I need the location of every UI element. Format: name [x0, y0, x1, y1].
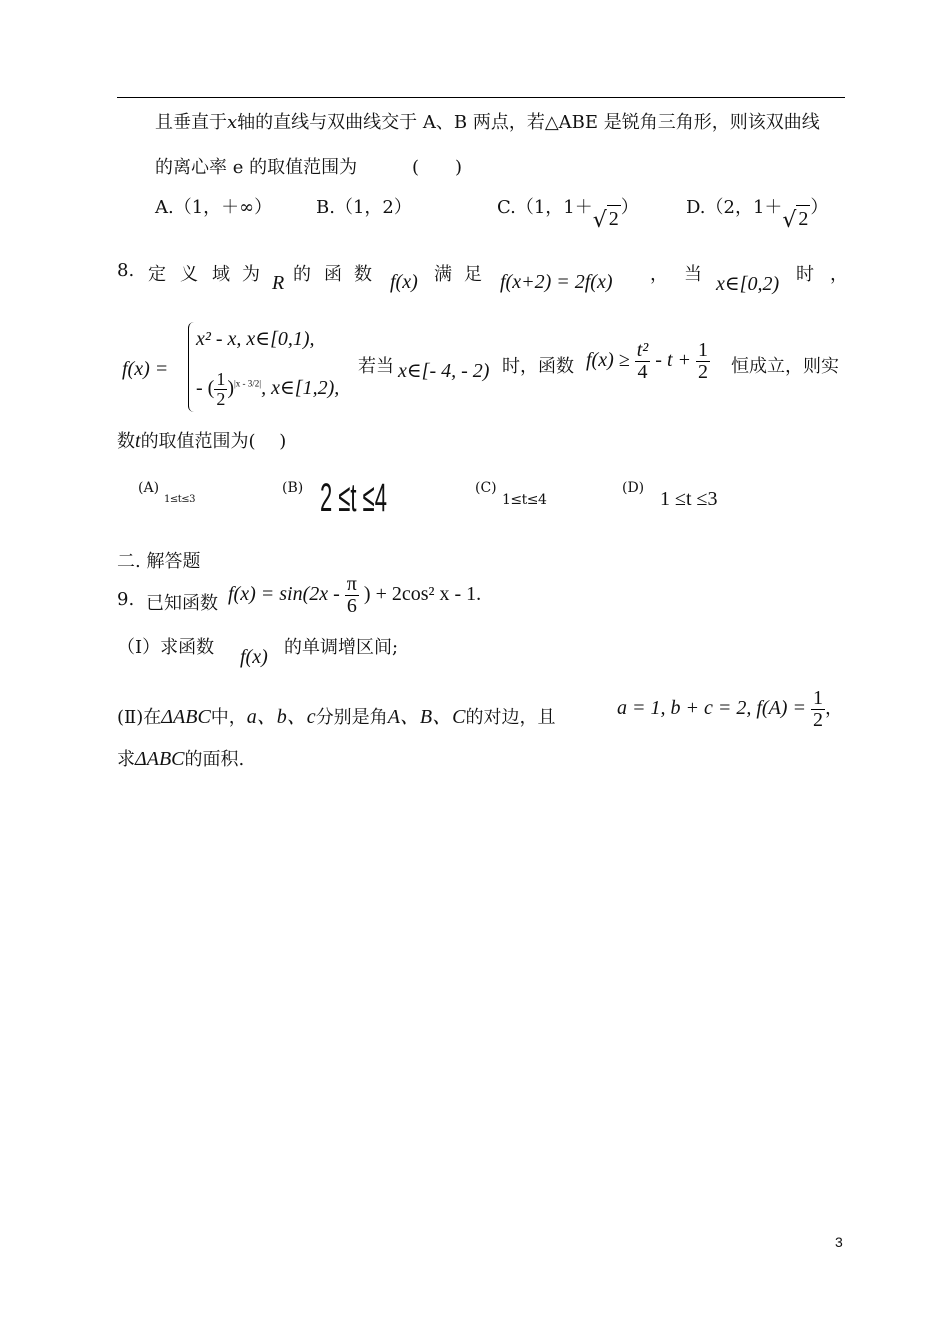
q8-option-c-label: (C) — [475, 480, 497, 496]
q8-word: 定 — [148, 264, 166, 285]
q8-set-R: R — [272, 272, 285, 294]
q8-option-b-label: (B) — [282, 480, 304, 496]
q7-option-c: C.（1，1＋ √ 2） — [497, 197, 639, 233]
q8-word: 的 — [293, 264, 311, 285]
q9-part2-condition: a = 1, b + c = 2, f(A) = $\frac{1}{2}$ ， — [617, 687, 843, 731]
q8-fx: f(x) — [390, 271, 418, 293]
q7-answer-paren: ( ) — [412, 157, 463, 178]
q8-option-d-value: 1 ≤t ≤3 — [660, 488, 718, 510]
header-rule — [117, 97, 845, 98]
q8-word: 数 — [354, 264, 372, 285]
q8-number: 8. — [117, 260, 135, 281]
q8-option-a-value: 1≤t≤3 — [164, 494, 196, 505]
q7-line2: 的离心率 e 的取值范围为 — [155, 157, 358, 178]
q9-part2-line1: (Ⅱ)在ΔABC中，a、b、c分别是角A、B、C的对边，且 — [117, 706, 556, 728]
q9-stem-a: 已知函数 — [146, 593, 218, 614]
q9-part1-fx: f(x) — [240, 646, 268, 668]
q8-condition-a: 若当 — [358, 356, 394, 377]
q8-option-c-value: 1≤t≤4 — [502, 492, 547, 508]
q8-word: 足 — [464, 264, 482, 285]
q8-line3: 数t的取值范围为( ) — [117, 430, 287, 452]
q8-functional-equation: f(x+2) = 2f(x) — [500, 271, 613, 293]
q8-piecewise-label: f(x) = — [122, 358, 169, 380]
q9-part1-a: （Ⅰ）求函数 — [117, 637, 215, 658]
q8-option-b-value: 2 ≤t ≤4 — [320, 476, 387, 520]
q8-condition-c: 恒成立，则实 — [731, 356, 839, 377]
section-heading: 二. 解答题 — [117, 551, 201, 572]
q9-part2-line2: 求ΔABC的面积. — [117, 748, 245, 770]
q8-interval: x∈[- 4, - 2) — [398, 360, 490, 382]
q8-domain: x∈[0,2) — [716, 273, 780, 295]
q8-word: 函 — [324, 264, 342, 285]
q8-option-d-label: (D) — [622, 480, 645, 496]
q8-word: 义 — [180, 264, 198, 285]
q8-word: 域 — [212, 264, 230, 285]
q9-function: f(x) = sin(2x - $\frac{\pi}{6}$ ) + 2cos² x - 1. — [228, 573, 482, 617]
q8-word: 满 — [434, 264, 452, 285]
q7-option-a: A.（1，＋∞） — [155, 197, 273, 218]
page-number: 3 — [835, 1234, 843, 1250]
q7-line1: 且垂直于x轴的直线与双曲线交于 A、B 两点，若△ABE 是锐角三角形，则该双曲线 — [155, 112, 820, 133]
q7-option-b: B.（1，2） — [316, 197, 412, 218]
q8-word: 当 — [684, 264, 702, 285]
q9-number: 9. — [117, 589, 135, 610]
q8-option-a-label: (A) — [138, 480, 160, 496]
q8-word: 时 — [796, 264, 814, 285]
q9-part1-b: 的单调增区间; — [284, 637, 399, 658]
q8-word: ， — [830, 264, 848, 285]
q7-option-d: D.（2，1＋ √ 2） — [686, 197, 829, 233]
q8-condition-b: 时，函数 — [502, 356, 574, 377]
q8-inequality: f(x) ≥ $\frac{\text{t²}}{4}$ - t + $\frac{1}{2}$ — [586, 339, 709, 383]
q8-case-2: - ( $\frac{1}{2}$ )$^{|x - 3/2|}$, x∈[1,2), — [196, 369, 340, 409]
q8-word: ， — [650, 264, 668, 285]
q8-case-1: x² - x, x∈[0,1), — [196, 328, 315, 350]
q8-word: 为 — [242, 264, 260, 285]
